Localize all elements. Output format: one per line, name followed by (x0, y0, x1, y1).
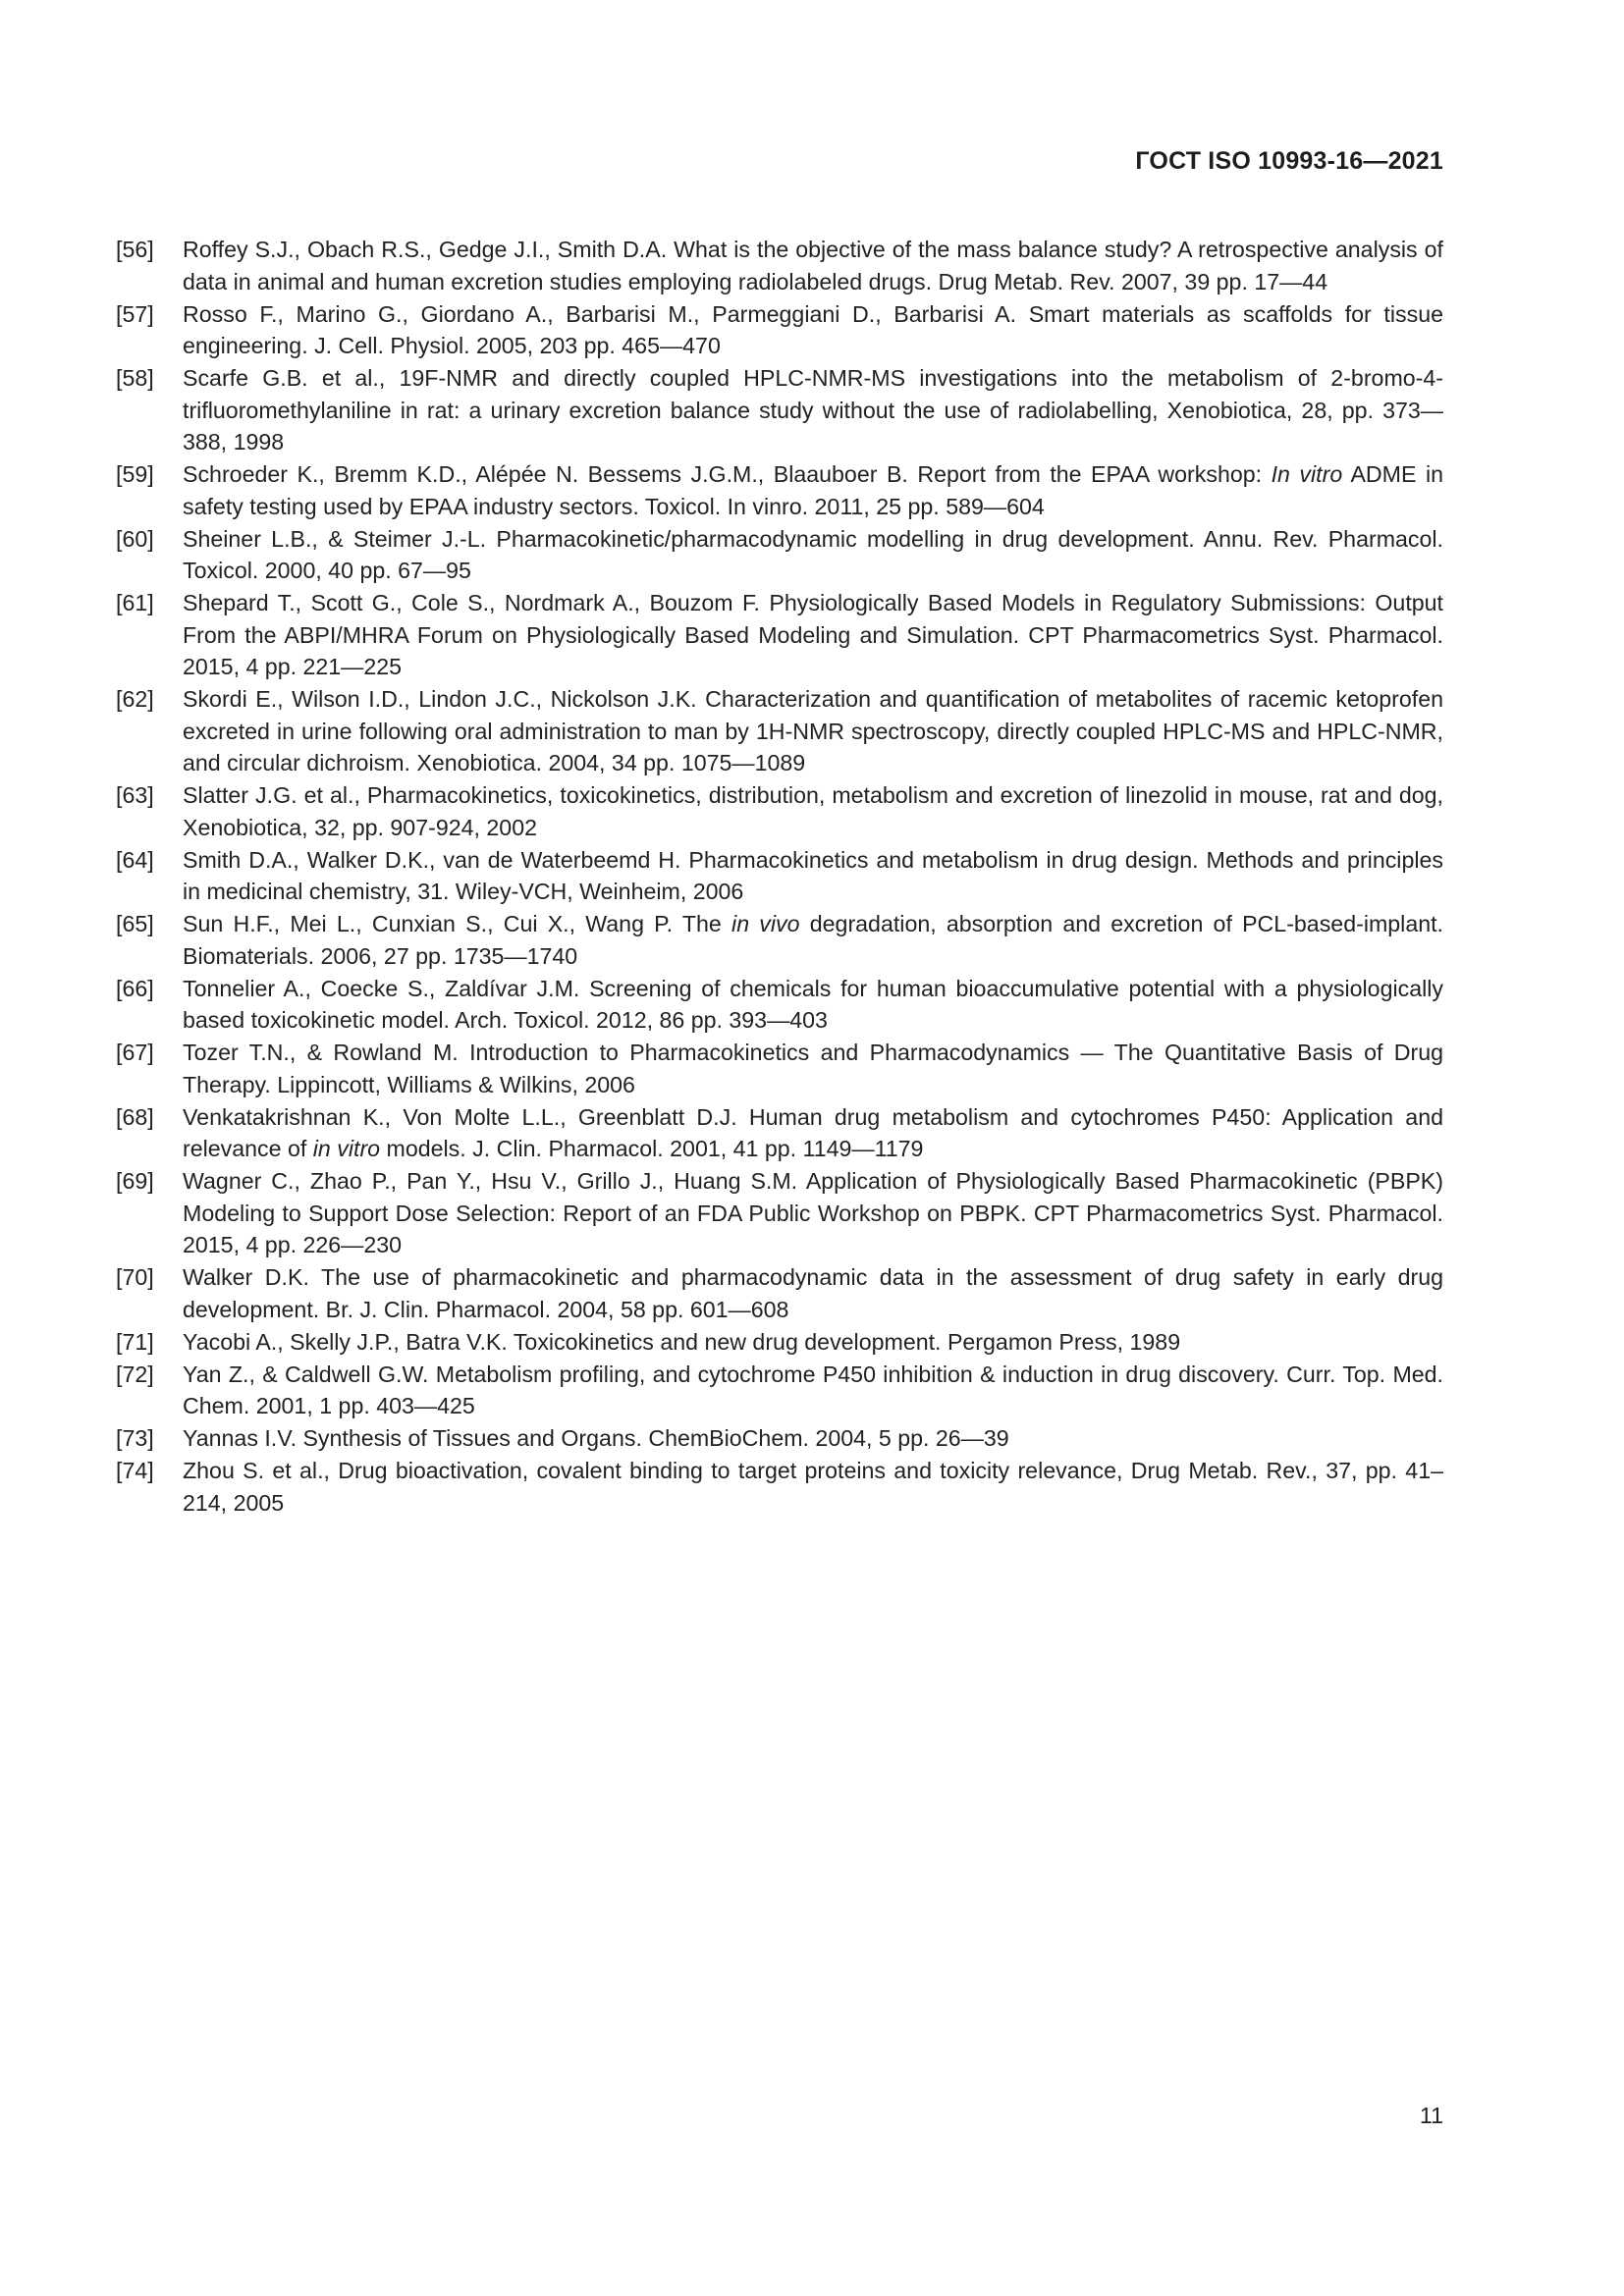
reference-number: [68] (116, 1103, 154, 1130)
reference-item (116, 587, 1443, 683)
reference-number: [73] (116, 1425, 154, 1451)
reference-text-segment: Slatter J.G. et al., Pharmacokinetics, toxicokinetics, distribution, metabolism and excretion of linezolid in mouse, rat and dog, Xenobiotica, 32, pp. 907-924, 2002 (183, 782, 1443, 840)
reference-item (116, 458, 1443, 522)
reference-text-segment: Sheiner L.B., & Steimer J.-L. Pharmacokinetic/pharmacodynamic modelling in drug development. Annu. Rev. Pharmacol. Toxicol. 2000, 40 pp. 67—95 (183, 525, 1443, 583)
reference-text (183, 1326, 1443, 1359)
reference-text-segment: degradation, absorption and excretion of PCL-based-implant. Biomaterials. 2006, 27 pp. 1735—1740 (183, 911, 1444, 969)
reference-text (183, 587, 1443, 683)
reference-text (183, 1101, 1443, 1165)
reference-text-segment: Shepard T., Scott G., Cole S., Nordmark A., Bouzom F. Physiologically Based Models in Regulatory Submissions: Output From the ABPI/MHRA Forum on Physiologically Based Modeling and Simulation. CPT Pharmacometrics Syst. Pharmacol. 2015, 4 pp. 221—225 (183, 590, 1443, 679)
reference-text (183, 779, 1443, 843)
reference-text-segment: models. J. Clin. Pharmacol. 2001, 41 pp. 1149—1179 (380, 1136, 924, 1161)
reference-text (183, 458, 1443, 522)
reference-text-segment: Zhou S. et al., Drug bioactivation, covalent binding to target proteins and toxicity relevance, Drug Metab. Rev., 37, pp. 41–214, 2005 (183, 1458, 1443, 1516)
reference-text-segment: Yannas I.V. Synthesis of Tissues and Organs. ChemBioChem. 2004, 5 pp. 26—39 (183, 1425, 1009, 1451)
page-number: 11 (1419, 2103, 1443, 2128)
reference-number: [59] (116, 461, 154, 487)
reference-item (116, 844, 1443, 908)
reference-text-segment: Skordi E., Wilson I.D., Lindon J.C., Nickolson J.K. Characterization and quantification of metabolites of racemic ketoprofen excreted in urine following oral administration to man by 1H-NMR spectroscopy, directly coupled HPLC-MS and HPLC-NMR, and circular dichroism. Xenobiotica. 2004, 34 pp. 1075—1089 (183, 686, 1443, 775)
reference-item (116, 779, 1443, 843)
reference-number: [69] (116, 1168, 154, 1194)
reference-text-segment: ADME in safety testing used by EPAA industry sectors. Toxicol. In vinro. 2011, 25 pp. 589—604 (183, 461, 1443, 519)
reference-text (183, 523, 1443, 587)
reference-item (116, 1165, 1443, 1261)
reference-text-segment: Schroeder K., Bremm K.D., Alépée N. Bessems J.G.M., Blaauboer B. Report from the EPAA workshop: (183, 461, 1272, 487)
reference-text (183, 973, 1443, 1037)
reference-text-segment: Smith D.A., Walker D.K., van de Waterbeemd H. Pharmacokinetics and metabolism in drug design. Methods and principles in medicinal chemistry, 31. Wiley-VCH, Weinheim, 2006 (183, 846, 1443, 904)
reference-number: [70] (116, 1264, 154, 1290)
reference-text (183, 1165, 1443, 1261)
reference-text-italic: In vitro (1271, 461, 1343, 487)
reference-text-italic: in vitro (312, 1136, 381, 1161)
reference-item (116, 523, 1443, 587)
reference-number: [57] (116, 300, 154, 327)
reference-text (183, 1261, 1443, 1325)
reference-text-segment: Scarfe G.B. et al., 19F-NMR and directly coupled HPLC-NMR-MS investigations into the metabolism of 2-bromo-4-trifluoromethylaniline in rat: a urinary excretion balance study without the use of radiolabelling, Xenobiotica, 28, pp. 373—388, 1998 (183, 365, 1443, 454)
reference-text (183, 234, 1443, 297)
reference-item (116, 1261, 1443, 1325)
reference-number: [61] (116, 590, 154, 615)
reference-item (116, 1422, 1443, 1455)
reference-text (183, 908, 1443, 972)
reference-number: [66] (116, 975, 154, 1001)
reference-text-segment: Walker D.K. The use of pharmacokinetic and pharmacodynamic data in the assessment of drug safety in early drug development. Br. J. Clin. Pharmacol. 2004, 58 pp. 601—608 (183, 1264, 1443, 1322)
reference-item (116, 1455, 1443, 1519)
reference-number: [56] (116, 237, 154, 262)
reference-text-segment: Roffey S.J., Obach R.S., Gedge J.I., Smith D.A. What is the objective of the mass balance study? A retrospective analysis of data in animal and human excretion studies employing radiolabeled drugs. Drug Metab. Rev. 2007, 39 pp. 17—44 (183, 237, 1443, 294)
reference-text-segment: Wagner C., Zhao P., Pan Y., Hsu V., Grillo J., Huang S.M. Application of Physiologically Based Pharmacokinetic (PBPK) Modeling to Support Dose Selection: Report of an FDA Public Workshop on PBPK. CPT Pharmacometrics Syst. Pharmacol. 2015, 4 pp. 226—230 (183, 1168, 1443, 1257)
reference-text-segment: Sun H.F., Mei L., Cunxian S., Cui X., Wang P. The (183, 911, 732, 936)
reference-text (183, 362, 1443, 458)
reference-text-segment: Yan Z., & Caldwell G.W. Metabolism profiling, and cytochrome P450 inhibition & induction in drug discovery. Curr. Top. Med. Chem. 2001, 1 pp. 403—425 (183, 1361, 1443, 1418)
reference-text-segment: Venkatakrishnan K., Von Molte L.L., Greenblatt D.J. Human drug metabolism and cytochromes P450: Application and relevance of (183, 1103, 1443, 1161)
reference-item (116, 1037, 1443, 1100)
reference-text-segment: Tonnelier A., Coecke S., Zaldívar J.M. Screening of chemicals for human bioaccumulative potential with a physiologically based toxicokinetic model. Arch. Toxicol. 2012, 86 pp. 393—403 (183, 975, 1443, 1033)
document-header-standard: ГОСТ ISO 10993-16—2021 (1135, 147, 1443, 175)
reference-number: [74] (116, 1458, 154, 1483)
reference-text (183, 1422, 1443, 1455)
reference-number: [72] (116, 1361, 154, 1387)
reference-item (116, 973, 1443, 1037)
reference-text-segment: Yacobi A., Skelly J.P., Batra V.K. Toxicokinetics and new drug development. Pergamon Press, 1989 (183, 1328, 1181, 1355)
reference-number: [64] (116, 846, 154, 873)
reference-text-segment: Tozer T.N., & Rowland M. Introduction to Pharmacokinetics and Pharmacodynamics — The Quantitative Basis of Drug Therapy. Lippincott, Williams & Wilkins, 2006 (183, 1040, 1443, 1097)
reference-item (116, 908, 1443, 972)
reference-text-segment: Rosso F., Marino G., Giordano A., Barbarisi M., Parmeggiani D., Barbarisi A. Smart materials as scaffolds for tissue engineering. J. Cell. Physiol. 2005, 203 pp. 465—470 (183, 300, 1443, 358)
reference-number: [62] (116, 686, 154, 712)
reference-number: [71] (116, 1328, 154, 1355)
reference-text (183, 844, 1443, 908)
reference-text (183, 683, 1443, 779)
reference-number: [60] (116, 525, 154, 552)
reference-text (183, 298, 1443, 362)
reference-number: [58] (116, 365, 154, 391)
reference-text (183, 1037, 1443, 1100)
reference-item (116, 362, 1443, 458)
reference-item (116, 1359, 1443, 1422)
reference-number: [63] (116, 782, 154, 808)
reference-number: [67] (116, 1040, 154, 1065)
reference-list (116, 234, 1443, 1520)
reference-item (116, 234, 1443, 297)
reference-text (183, 1455, 1443, 1519)
reference-text-italic: in vivo (731, 911, 800, 936)
reference-item (116, 1101, 1443, 1165)
reference-number: [65] (116, 911, 154, 936)
reference-item (116, 683, 1443, 779)
reference-item (116, 298, 1443, 362)
reference-text (183, 1359, 1443, 1422)
reference-item (116, 1326, 1443, 1359)
